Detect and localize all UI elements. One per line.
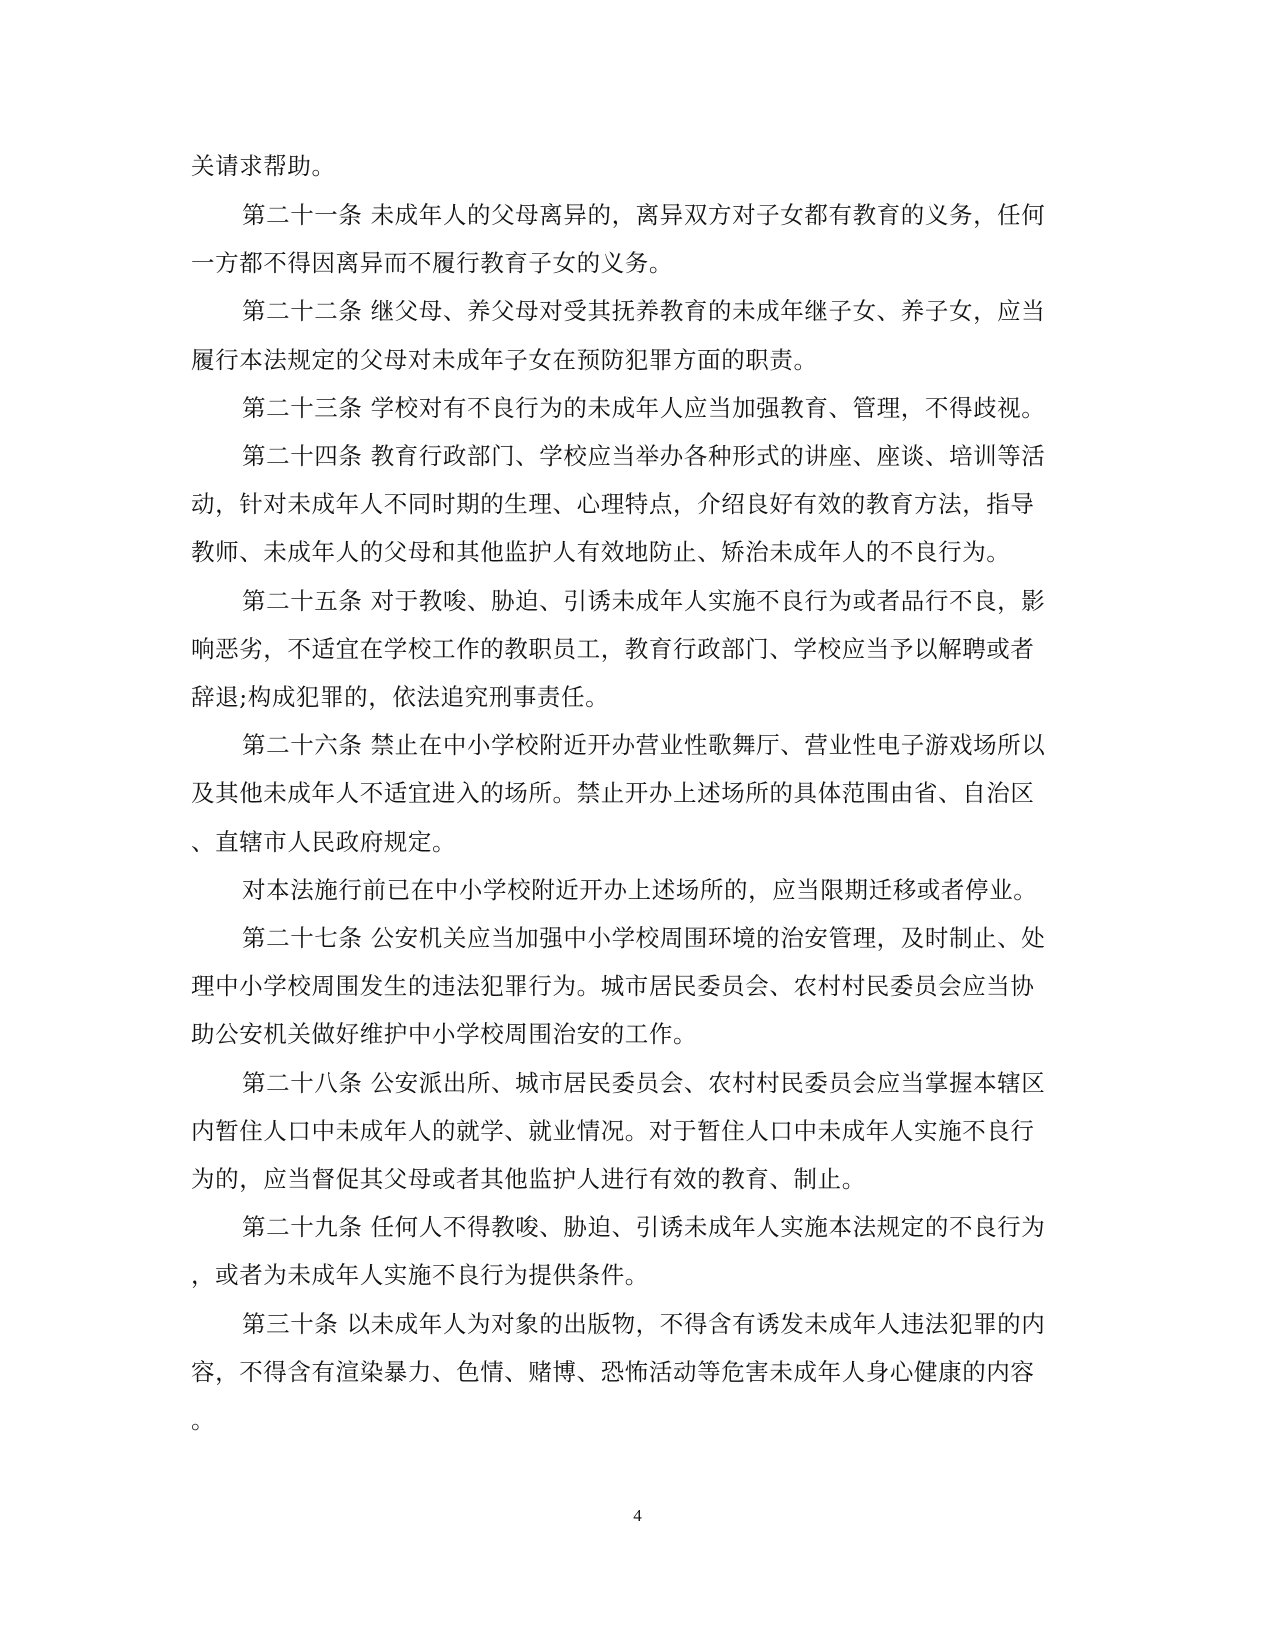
text-line: 第二十七条 公安机关应当加强中小学校周围环境的治安管理，及时制止、处 [242,924,1046,952]
text-line: 及其他未成年人不适宜进入的场所。禁止开办上述场所的具体范围由省、自治区 [191,779,1035,807]
page-number: 4 [633,1506,642,1525]
text-line: 第二十五条 对于教唆、胁迫、引诱未成年人实施不良行为或者品行不良，影 [242,587,1046,615]
text-line: 容，不得含有渲染暴力、色情、赌博、恐怖活动等危害未成年人身心健康的内容 [191,1358,1035,1386]
text-line: 第三十条 以未成年人为对象的出版物，不得含有诱发未成年人违法犯罪的内 [242,1310,1046,1338]
text-line: ，或者为未成年人实施不良行为提供条件。 [191,1261,649,1289]
text-line: 履行本法规定的父母对未成年子女在预防犯罪方面的职责。 [191,346,818,374]
text-line: 第二十一条 未成年人的父母离异的，离异双方对子女都有教育的义务，任何 [242,201,1046,229]
text-line: 理中小学校周围发生的违法犯罪行为。城市居民委员会、农村村民委员会应当协 [191,972,1035,1000]
text-line: 对本法施行前已在中小学校附近开办上述场所的，应当限期迁移或者停业。 [242,876,1038,904]
text-line: 为的，应当督促其父母或者其他监护人进行有效的教育、制止。 [191,1165,866,1193]
text-line: 。 [191,1406,216,1434]
text-line: 一方都不得因离异而不履行教育子女的义务。 [191,249,673,277]
text-line: 助公安机关做好维护中小学校周围治安的工作。 [191,1020,698,1048]
text-line: 教师、未成年人的父母和其他监护人有效地防止、矫治未成年人的不良行为。 [191,538,1011,566]
text-line: 第二十九条 任何人不得教唆、胁迫、引诱未成年人实施本法规定的不良行为 [242,1213,1046,1241]
text-line: 第二十八条 公安派出所、城市居民委员会、农村村民委员会应当掌握本辖区 [242,1069,1046,1097]
text-line: 、直辖市人民政府规定。 [191,828,457,856]
text-line: 动，针对未成年人不同时期的生理、心理特点，介绍良好有效的教育方法，指导 [191,490,1035,518]
text-line: 第二十三条 学校对有不良行为的未成年人应当加强教育、管理，不得歧视。 [242,394,1046,422]
text-line: 第二十六条 禁止在中小学校附近开办营业性歌舞厅、营业性电子游戏场所以 [242,731,1046,759]
text-line: 第二十二条 继父母、养父母对受其抚养教育的未成年继子女、养子女，应当 [242,297,1046,325]
text-line: 辞退;构成犯罪的，依法追究刑事责任。 [191,683,610,711]
text-line: 关请求帮助。 [191,152,336,180]
text-line: 第二十四条 教育行政部门、学校应当举办各种形式的讲座、座谈、培训等活 [242,442,1046,470]
text-line: 内暂住人口中未成年人的就学、就业情况。对于暂住人口中未成年人实施不良行 [191,1117,1035,1145]
text-line: 响恶劣，不适宜在学校工作的教职员工，教育行政部门、学校应当予以解聘或者 [191,635,1035,663]
